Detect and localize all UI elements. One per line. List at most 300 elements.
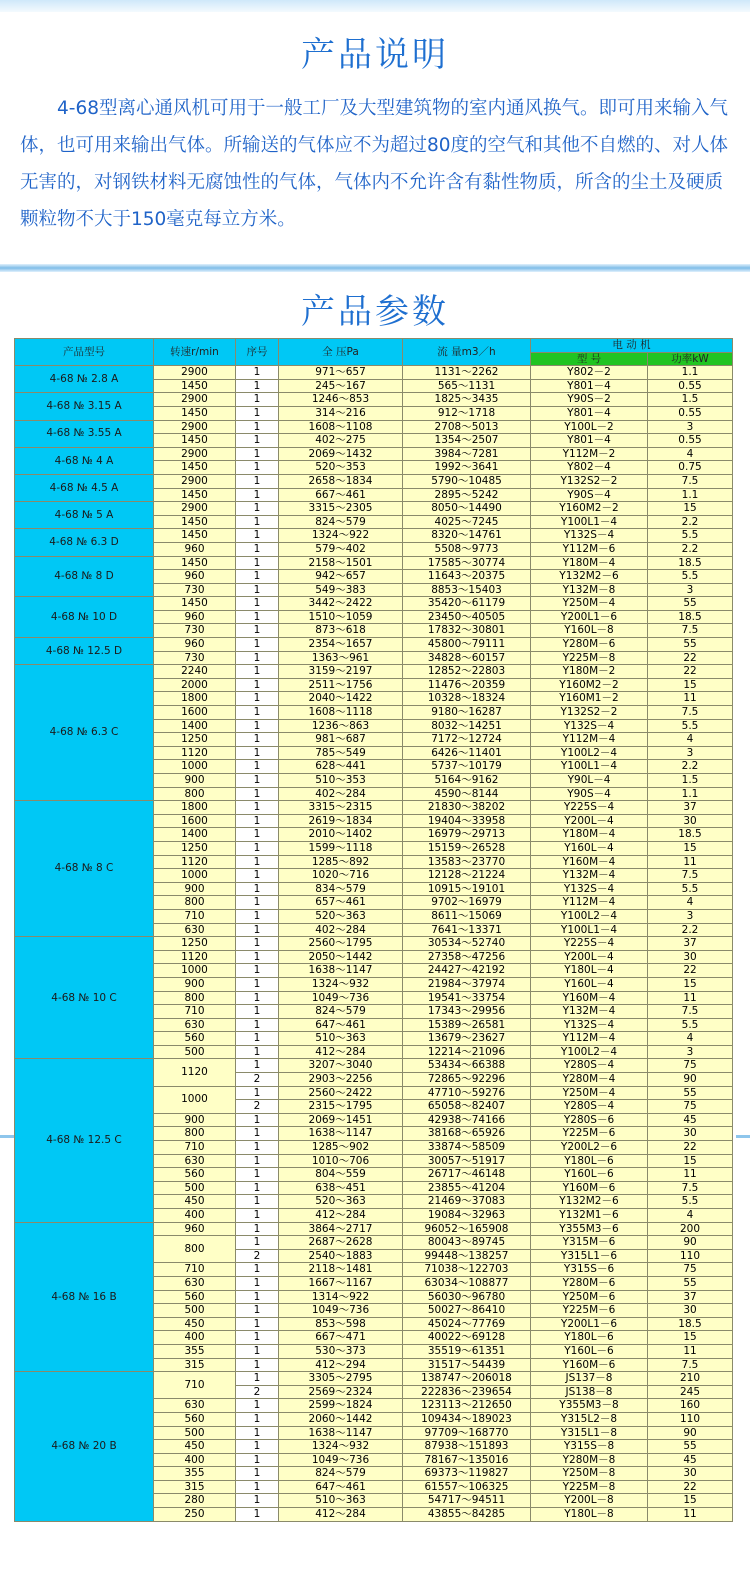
flow-cell: 11476～20359	[403, 678, 531, 692]
motor-power-cell: 1.1	[648, 366, 733, 380]
seq-cell: 1	[236, 1154, 279, 1168]
flow-cell: 26717～46148	[403, 1168, 531, 1182]
seq-cell: 2	[236, 1100, 279, 1114]
speed-cell: 1250	[154, 841, 236, 855]
motor-type-cell: Y112M－4	[531, 1032, 648, 1046]
pressure-cell: 2599～1824	[279, 1399, 403, 1413]
flow-cell: 43855～84285	[403, 1508, 531, 1522]
speed-cell: 630	[154, 1018, 236, 1032]
flow-cell: 30534～52740	[403, 937, 531, 951]
speed-cell: 630	[154, 1276, 236, 1290]
model-cell: 4-68 № 8 C	[15, 801, 154, 937]
seq-cell: 1	[236, 937, 279, 951]
pressure-cell: 1608～1108	[279, 420, 403, 434]
pressure-cell: 2511～1756	[279, 678, 403, 692]
model-cell: 4-68 № 10 D	[15, 597, 154, 638]
pressure-cell: 520～363	[279, 1195, 403, 1209]
flow-cell: 96052～165908	[403, 1222, 531, 1236]
motor-power-cell: 18.5	[648, 1317, 733, 1331]
speed-cell: 400	[154, 1453, 236, 1467]
pressure-cell: 2315～1795	[279, 1100, 403, 1114]
speed-cell: 500	[154, 1304, 236, 1318]
seq-cell: 1	[236, 746, 279, 760]
seq-cell: 1	[236, 733, 279, 747]
motor-power-cell: 7.5	[648, 869, 733, 883]
seq-cell: 1	[236, 1141, 279, 1155]
header-pressure: 全 压Pa	[279, 339, 403, 366]
pressure-cell: 1314～922	[279, 1290, 403, 1304]
flow-cell: 50027～86410	[403, 1304, 531, 1318]
motor-power-cell: 0.55	[648, 434, 733, 448]
motor-type-cell: Y160M2－2	[531, 502, 648, 516]
seq-cell: 1	[236, 1018, 279, 1032]
motor-type-cell: Y90S－4	[531, 787, 648, 801]
motor-power-cell: 0.75	[648, 461, 733, 475]
seq-cell: 1	[236, 1412, 279, 1426]
flow-cell: 53434～66388	[403, 1059, 531, 1073]
pressure-cell: 1020～716	[279, 869, 403, 883]
seq-cell: 1	[236, 950, 279, 964]
motor-type-cell: Y132M2－6	[531, 1195, 648, 1209]
pressure-cell: 3305～2795	[279, 1372, 403, 1386]
pressure-cell: 412～284	[279, 1045, 403, 1059]
pressure-cell: 1010～706	[279, 1154, 403, 1168]
flow-cell: 5790～10485	[403, 474, 531, 488]
motor-power-cell: 11	[648, 1508, 733, 1522]
motor-type-cell: Y160L－8	[531, 624, 648, 638]
motor-type-cell: Y160M1－2	[531, 692, 648, 706]
pressure-cell: 981～687	[279, 733, 403, 747]
seq-cell: 1	[236, 1453, 279, 1467]
pressure-cell: 942～657	[279, 570, 403, 584]
speed-cell: 900	[154, 1113, 236, 1127]
motor-type-cell: Y180L－6	[531, 1331, 648, 1345]
top-banner	[0, 0, 750, 12]
flow-cell: 12852～22803	[403, 665, 531, 679]
pressure-cell: 1285～892	[279, 855, 403, 869]
speed-cell: 2900	[154, 502, 236, 516]
speed-cell: 400	[154, 1209, 236, 1223]
pressure-cell: 1324～932	[279, 977, 403, 991]
speed-cell: 960	[154, 1222, 236, 1236]
header-speed: 转速r/min	[154, 339, 236, 366]
pressure-cell: 824～579	[279, 1467, 403, 1481]
speed-cell: 1450	[154, 556, 236, 570]
speed-cell: 800	[154, 1127, 236, 1141]
motor-type-cell: Y112M－4	[531, 733, 648, 747]
speed-cell: 315	[154, 1480, 236, 1494]
header-motor-power: 功率kW	[648, 352, 733, 366]
speed-cell: 1000	[154, 1086, 236, 1113]
speed-cell: 710	[154, 1372, 236, 1399]
motor-type-cell: Y315L1－6	[531, 1249, 648, 1263]
seq-cell: 1	[236, 1276, 279, 1290]
flow-cell: 8611～15069	[403, 909, 531, 923]
motor-type-cell: JS138－8	[531, 1385, 648, 1399]
motor-type-cell: Y250M－4	[531, 597, 648, 611]
seq-cell: 1	[236, 366, 279, 380]
motor-power-cell: 3	[648, 746, 733, 760]
motor-type-cell: Y160M－6	[531, 1181, 648, 1195]
flow-cell: 109434～189023	[403, 1412, 531, 1426]
motor-type-cell: Y315M－6	[531, 1236, 648, 1250]
model-cell: 4-68 № 10 C	[15, 937, 154, 1059]
motor-power-cell: 4	[648, 1032, 733, 1046]
header-flow: 流 量m3／h	[403, 339, 531, 366]
speed-cell: 1000	[154, 760, 236, 774]
flow-cell: 87938～151893	[403, 1440, 531, 1454]
speed-cell: 1120	[154, 1059, 236, 1086]
motor-power-cell: 245	[648, 1385, 733, 1399]
speed-cell: 960	[154, 638, 236, 652]
motor-power-cell: 15	[648, 841, 733, 855]
pressure-cell: 2050～1442	[279, 950, 403, 964]
speed-cell: 800	[154, 991, 236, 1005]
speed-cell: 630	[154, 1154, 236, 1168]
pressure-cell: 314～216	[279, 406, 403, 420]
motor-type-cell: Y801－4	[531, 434, 648, 448]
pressure-cell: 2560～1795	[279, 937, 403, 951]
flow-cell: 138747～206018	[403, 1372, 531, 1386]
model-cell: 4-68 № 3.55 A	[15, 420, 154, 447]
pressure-cell: 245～167	[279, 379, 403, 393]
seq-cell: 1	[236, 393, 279, 407]
pressure-cell: 2619～1834	[279, 814, 403, 828]
motor-power-cell: 30	[648, 1304, 733, 1318]
motor-power-cell: 90	[648, 1236, 733, 1250]
pressure-cell: 873～618	[279, 624, 403, 638]
flow-cell: 24427～42192	[403, 964, 531, 978]
seq-cell: 1	[236, 1263, 279, 1277]
motor-type-cell: Y250M－4	[531, 1086, 648, 1100]
speed-cell: 500	[154, 1045, 236, 1059]
speed-cell: 1400	[154, 828, 236, 842]
motor-type-cell: Y200L2－6	[531, 1141, 648, 1155]
model-cell: 4-68 № 4 A	[15, 447, 154, 474]
flow-cell: 38168～65926	[403, 1127, 531, 1141]
motor-type-cell: Y160L－6	[531, 1344, 648, 1358]
motor-power-cell: 5.5	[648, 529, 733, 543]
speed-cell: 450	[154, 1317, 236, 1331]
pressure-cell: 1638～1147	[279, 1426, 403, 1440]
seq-cell: 1	[236, 841, 279, 855]
motor-power-cell: 55	[648, 1440, 733, 1454]
seq-cell: 1	[236, 869, 279, 883]
speed-cell: 500	[154, 1426, 236, 1440]
seq-cell: 2	[236, 1249, 279, 1263]
pressure-cell: 3207～3040	[279, 1059, 403, 1073]
motor-power-cell: 5.5	[648, 882, 733, 896]
flow-cell: 56030～96780	[403, 1290, 531, 1304]
motor-power-cell: 30	[648, 1467, 733, 1481]
motor-type-cell: Y280S－6	[531, 1113, 648, 1127]
motor-power-cell: 7.5	[648, 624, 733, 638]
seq-cell: 1	[236, 434, 279, 448]
motor-type-cell: Y180M－2	[531, 665, 648, 679]
pressure-cell: 834～579	[279, 882, 403, 896]
pressure-cell: 2569～2324	[279, 1385, 403, 1399]
pressure-cell: 412～284	[279, 1508, 403, 1522]
seq-cell: 1	[236, 610, 279, 624]
speed-cell: 450	[154, 1195, 236, 1209]
pressure-cell: 510～363	[279, 1494, 403, 1508]
pressure-cell: 1363～961	[279, 651, 403, 665]
flow-cell: 8853～15403	[403, 583, 531, 597]
flow-cell: 65058～82407	[403, 1100, 531, 1114]
table-row	[15, 665, 733, 679]
seq-cell: 1	[236, 515, 279, 529]
flow-cell: 47710～59276	[403, 1086, 531, 1100]
flow-cell: 7172～12724	[403, 733, 531, 747]
motor-type-cell: Y132S2－2	[531, 474, 648, 488]
speed-cell: 1000	[154, 964, 236, 978]
motor-power-cell: 110	[648, 1249, 733, 1263]
speed-cell: 355	[154, 1344, 236, 1358]
speed-cell: 630	[154, 1399, 236, 1413]
speed-cell: 560	[154, 1412, 236, 1426]
motor-type-cell: Y225S－4	[531, 937, 648, 951]
speed-cell: 560	[154, 1032, 236, 1046]
flow-cell: 72865～92296	[403, 1073, 531, 1087]
table-row	[15, 597, 733, 611]
flow-cell: 35519～61351	[403, 1344, 531, 1358]
section-divider	[0, 264, 750, 272]
flow-cell: 6426～11401	[403, 746, 531, 760]
flow-cell: 17585～30774	[403, 556, 531, 570]
speed-cell: 960	[154, 542, 236, 556]
motor-type-cell: Y100L2－4	[531, 746, 648, 760]
seq-cell: 1	[236, 1372, 279, 1386]
table-row	[15, 937, 733, 951]
motor-power-cell: 15	[648, 977, 733, 991]
seq-cell: 1	[236, 706, 279, 720]
model-cell: 4-68 № 6.3 C	[15, 665, 154, 801]
table-row	[15, 529, 733, 543]
seq-cell: 1	[236, 964, 279, 978]
motor-power-cell: 45	[648, 1113, 733, 1127]
pressure-cell: 402～284	[279, 787, 403, 801]
seq-cell: 1	[236, 1440, 279, 1454]
seq-cell: 1	[236, 1181, 279, 1195]
seq-cell: 1	[236, 1045, 279, 1059]
seq-cell: 1	[236, 624, 279, 638]
motor-type-cell: Y250M－8	[531, 1467, 648, 1481]
motor-power-cell: 7.5	[648, 1358, 733, 1372]
speed-cell: 2900	[154, 447, 236, 461]
flow-cell: 8320～14761	[403, 529, 531, 543]
table-row	[15, 366, 733, 380]
speed-cell: 1400	[154, 719, 236, 733]
section-title-description: 产品说明	[301, 35, 449, 75]
pressure-cell: 1599～1118	[279, 841, 403, 855]
speed-cell: 500	[154, 1181, 236, 1195]
motor-type-cell: Y355M3－8	[531, 1399, 648, 1413]
pressure-cell: 2060～1442	[279, 1412, 403, 1426]
flow-cell: 8050～14490	[403, 502, 531, 516]
motor-power-cell: 15	[648, 502, 733, 516]
flow-cell: 7641～13371	[403, 923, 531, 937]
table-row	[15, 1372, 733, 1386]
table-row	[15, 1222, 733, 1236]
flow-cell: 19084～32963	[403, 1209, 531, 1223]
pressure-cell: 3159～2197	[279, 665, 403, 679]
pressure-cell: 520～353	[279, 461, 403, 475]
motor-type-cell: Y801－4	[531, 406, 648, 420]
flow-cell: 11643～20375	[403, 570, 531, 584]
motor-power-cell: 18.5	[648, 610, 733, 624]
pressure-cell: 412～284	[279, 1209, 403, 1223]
pressure-cell: 1236～863	[279, 719, 403, 733]
seq-cell: 1	[236, 542, 279, 556]
motor-type-cell: Y180M－4	[531, 556, 648, 570]
speed-cell: 800	[154, 896, 236, 910]
pressure-cell: 2903～2256	[279, 1073, 403, 1087]
seq-cell: 1	[236, 1399, 279, 1413]
seq-cell: 1	[236, 923, 279, 937]
motor-power-cell: 22	[648, 1480, 733, 1494]
motor-power-cell: 55	[648, 638, 733, 652]
speed-cell: 900	[154, 882, 236, 896]
motor-power-cell: 4	[648, 733, 733, 747]
flow-cell: 17832～30801	[403, 624, 531, 638]
motor-type-cell: Y801－4	[531, 379, 648, 393]
flow-cell: 222836～239654	[403, 1385, 531, 1399]
motor-type-cell: Y180L－4	[531, 964, 648, 978]
model-cell: 4-68 № 16 B	[15, 1222, 154, 1372]
motor-power-cell: 0.55	[648, 379, 733, 393]
motor-type-cell: Y100L2－4	[531, 909, 648, 923]
motor-type-cell: Y132M－4	[531, 869, 648, 883]
speed-cell: 730	[154, 583, 236, 597]
speed-cell: 800	[154, 1236, 236, 1263]
flow-cell: 17343～29956	[403, 1005, 531, 1019]
motor-power-cell: 45	[648, 1453, 733, 1467]
flow-cell: 4590～8144	[403, 787, 531, 801]
flow-cell: 912～1718	[403, 406, 531, 420]
flow-cell: 31517～54439	[403, 1358, 531, 1372]
pressure-cell: 579～402	[279, 542, 403, 556]
seq-cell: 1	[236, 1032, 279, 1046]
speed-cell: 1120	[154, 950, 236, 964]
motor-power-cell: 37	[648, 801, 733, 815]
model-cell: 4-68 № 5 A	[15, 502, 154, 529]
flow-cell: 12128～21224	[403, 869, 531, 883]
pressure-cell: 549～383	[279, 583, 403, 597]
flow-cell: 13679～23627	[403, 1032, 531, 1046]
flow-cell: 61557～106325	[403, 1480, 531, 1494]
motor-power-cell: 75	[648, 1100, 733, 1114]
speed-cell: 1450	[154, 379, 236, 393]
seq-cell: 1	[236, 1086, 279, 1100]
header-motor-type: 型 号	[531, 352, 648, 366]
pressure-cell: 824～579	[279, 1005, 403, 1019]
pressure-cell: 1324～932	[279, 1440, 403, 1454]
motor-power-cell: 3	[648, 909, 733, 923]
seq-cell: 1	[236, 420, 279, 434]
speed-cell: 2900	[154, 366, 236, 380]
motor-power-cell: 75	[648, 1059, 733, 1073]
pressure-cell: 1049～736	[279, 991, 403, 1005]
motor-type-cell: Y132S－4	[531, 529, 648, 543]
model-cell: 4-68 № 20 B	[15, 1372, 154, 1522]
seq-cell: 1	[236, 556, 279, 570]
motor-power-cell: 1.5	[648, 774, 733, 788]
motor-power-cell: 2.2	[648, 760, 733, 774]
motor-power-cell: 15	[648, 1154, 733, 1168]
flow-cell: 5508～9773	[403, 542, 531, 556]
motor-power-cell: 30	[648, 950, 733, 964]
flow-cell: 16979～29713	[403, 828, 531, 842]
seq-cell: 1	[236, 787, 279, 801]
motor-type-cell: Y160L－4	[531, 977, 648, 991]
flow-cell: 34828～60157	[403, 651, 531, 665]
flow-cell: 21830～38202	[403, 801, 531, 815]
flow-cell: 4025～7245	[403, 515, 531, 529]
motor-type-cell: Y280M－6	[531, 1276, 648, 1290]
flow-cell: 13583～23770	[403, 855, 531, 869]
motor-power-cell: 160	[648, 1399, 733, 1413]
motor-type-cell: Y280M－6	[531, 638, 648, 652]
motor-power-cell: 3	[648, 583, 733, 597]
seq-cell: 1	[236, 801, 279, 815]
motor-type-cell: Y100L1－4	[531, 515, 648, 529]
seq-cell: 1	[236, 719, 279, 733]
flow-cell: 9702～16979	[403, 896, 531, 910]
flow-cell: 565～1131	[403, 379, 531, 393]
pressure-cell: 667～461	[279, 488, 403, 502]
pressure-cell: 1638～1147	[279, 1127, 403, 1141]
seq-cell: 1	[236, 583, 279, 597]
speed-cell: 355	[154, 1467, 236, 1481]
seq-cell: 1	[236, 406, 279, 420]
motor-type-cell: Y280M－4	[531, 1073, 648, 1087]
motor-type-cell: JS137－8	[531, 1372, 648, 1386]
table-row	[15, 420, 733, 434]
speed-cell: 800	[154, 787, 236, 801]
seq-cell: 1	[236, 570, 279, 584]
speed-cell: 730	[154, 651, 236, 665]
pressure-cell: 657～461	[279, 896, 403, 910]
motor-power-cell: 2.2	[648, 515, 733, 529]
pressure-cell: 3864～2717	[279, 1222, 403, 1236]
motor-type-cell: Y100L2－4	[531, 1045, 648, 1059]
decorative-line-right	[736, 1135, 750, 1138]
motor-power-cell: 18.5	[648, 828, 733, 842]
flow-cell: 2708～5013	[403, 420, 531, 434]
seq-cell: 1	[236, 977, 279, 991]
seq-cell: 1	[236, 1290, 279, 1304]
seq-cell: 1	[236, 896, 279, 910]
header-seq: 序号	[236, 339, 279, 366]
motor-type-cell: Y225M－6	[531, 1304, 648, 1318]
model-cell: 4-68 № 4.5 A	[15, 474, 154, 501]
flow-cell: 63034～108877	[403, 1276, 531, 1290]
flow-cell: 71038～122703	[403, 1263, 531, 1277]
motor-type-cell: Y160L－4	[531, 841, 648, 855]
pressure-cell: 402～284	[279, 923, 403, 937]
seq-cell: 1	[236, 447, 279, 461]
pressure-cell: 1285～902	[279, 1141, 403, 1155]
flow-cell: 23450～40505	[403, 610, 531, 624]
seq-cell: 1	[236, 1467, 279, 1481]
model-cell: 4-68 № 8 D	[15, 556, 154, 597]
seq-cell: 1	[236, 1113, 279, 1127]
motor-type-cell: Y250M－6	[531, 1290, 648, 1304]
flow-cell: 1131～2262	[403, 366, 531, 380]
table-row	[15, 502, 733, 516]
pressure-cell: 628～441	[279, 760, 403, 774]
motor-type-cell: Y355M3－6	[531, 1222, 648, 1236]
